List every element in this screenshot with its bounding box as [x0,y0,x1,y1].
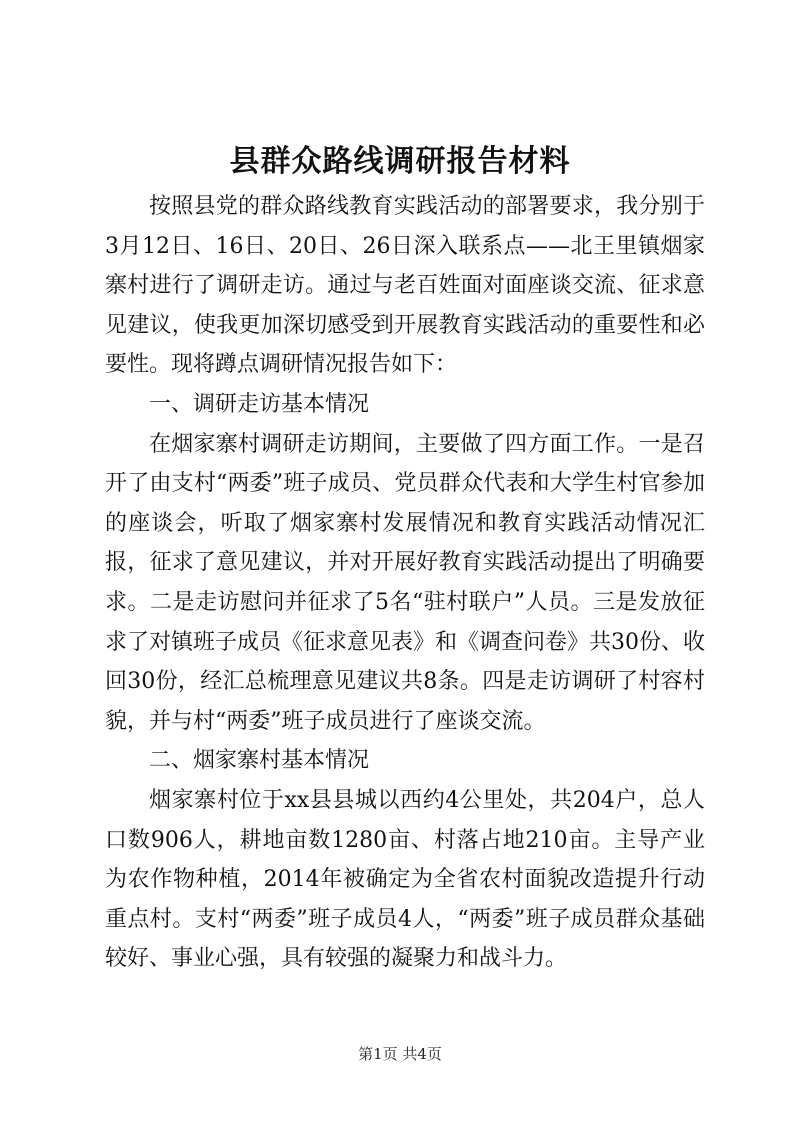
section-heading-2: 二、烟家寨村基本情况 [149,748,370,774]
document-body [105,187,705,979]
section-2-paragraph: 烟家寨村位于xx县县城以西约4公里处，共204户，总人口数906人，耕地亩数1280亩、村落占地210亩。主导产业为农作物种植，2014年被确定为全省农村面貌改造提升行动重点村。支村“两委”班子成员4人，“两委”班子成员群众基础较好、事业心强，具有较强的凝聚力和战斗力。 [105,787,705,972]
document-title: 县群众路线调研报告材料 [229,144,571,179]
page-number-footer: 第1页 共4页 [358,1045,442,1063]
section-heading-1: 一、调研走访基本情况 [149,391,370,417]
intro-paragraph: 按照县党的群众路线教育实践活动的部署要求，我分别于3月12日、16日、20日、26日深入联系点——北王里镇烟家寨村进行了调研走访。通过与老百姓面对面座谈交流、征求意见建议，使我更加深切感受到开展教育实践活动的重要性和必要性。现将蹲点调研情况报告如下： [105,194,705,378]
section-1-paragraph: 在烟家寨村调研走访期间，主要做了四方面工作。一是召开了由支村“两委”班子成员、党员群众代表和大学生村官参加的座谈会，听取了烟家寨村发展情况和教育实践活动情况汇报，征求了意见建议，并对开展好教育实践活动提出了明确要求。二是走访慰问并征求了5名“驻村联户”人员。三是发放征求了对镇班子成员《征求意见表》和《调查问卷》共30份、收回30份，经汇总梳理意见建议共8条。四是走访调研了村容村貌，并与村“两委”班子成员进行了座谈交流。 [105,431,705,734]
